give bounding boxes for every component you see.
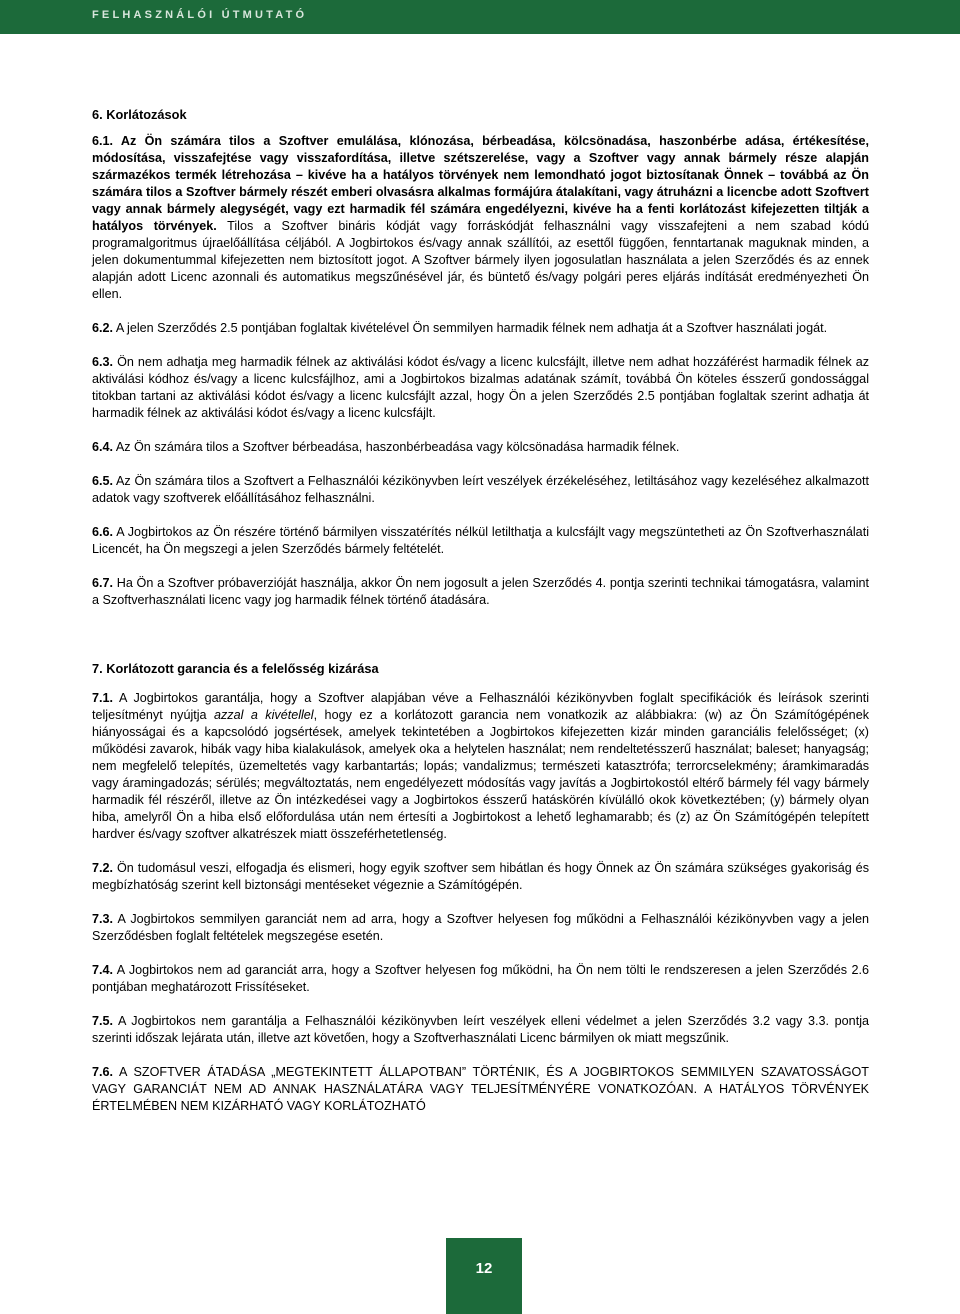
section-6-heading: 6. Korlátozások xyxy=(92,107,187,122)
paragraph-text: Az Ön számára tilos a Szoftver bérbeadása, haszonbérbeadása vagy kölcsönadása harmadik félnek. xyxy=(113,440,680,454)
page-number: 12 xyxy=(475,1260,493,1277)
paragraph-number: 7.2. xyxy=(92,861,114,875)
paragraph-number: 6.5. xyxy=(92,474,114,488)
paragraph-7-2 xyxy=(92,860,869,894)
paragraph-bold-text: Az Ön számára tilos a Szoftver emulálása, klónozása, bérbeadása, kölcsönadása, haszonbérbe adása, értékesítése, módosítása, visszafejtése vagy visszafordítása, illetve szétszerelése, vagy a Szoftver vagy annak bármely része alapján származékos termék létrehozása – kivéve ha a hatályos törvények nem lemondható jogot biztosítanak Önnek – továbbá az Ön számára tilos a Szoftver bármely részét emberi olvasásra alkalmas formájúra átalakítani, vagy átruházni a licencbe adott Szoftvert vagy annak bármely alegységét, vagy ezt harmadik fél számára engedélyezni, kivéve ha a fenti korlátozást kifejezetten tiltják a hatályos törvények. xyxy=(92,134,869,233)
paragraph-7-6 xyxy=(92,1064,869,1115)
paragraph-number: 7.5. xyxy=(92,1014,114,1028)
section-spacer xyxy=(92,643,869,660)
paragraph-number: 6.4. xyxy=(92,440,114,454)
paragraph-text: A Jogbirtokos garantálja, hogy a Szoftver alapjában véve a Felhasználói kézikönyvben foglalt specifikációk és leírások szerinti teljesítményt nyújtja xyxy=(92,691,869,722)
paragraph-number: 6.3. xyxy=(92,355,114,369)
paragraph-7-5 xyxy=(92,1013,869,1047)
paragraph-6-1 xyxy=(92,133,869,303)
page-content xyxy=(92,106,869,1115)
section-spacer xyxy=(92,609,869,643)
paragraph-number: 6.6. xyxy=(92,525,114,539)
paragraph-text: Az Ön számára tilos a Szoftvert a Felhasználói kézikönyvben leírt veszélyek érzékeléséhez, letiltásához vagy kezeléséhez alkalmazott adatok vagy szoftverek előállításához felhasználni. xyxy=(92,474,869,505)
paragraph-number: 7.6. xyxy=(92,1065,114,1079)
paragraph-number: 7.4. xyxy=(92,963,114,977)
paragraph-number: 6.2. xyxy=(92,321,114,335)
paragraph-text: A jelen Szerződés 2.5 pontjában foglaltak kivételével Ön semmilyen harmadik félnek nem adhatja át a Szoftver használati jogát. xyxy=(113,321,828,335)
paragraph-text: A Jogbirtokos nem garantálja a Felhasználói kézikönyvben leírt veszélyek elleni védelmet a jelen Szerződés 3.2 vagy 3.3. pontja szerinti időszak lejárata után, illetve azt követően, hogy a Szoftverhasználati Licenc bármilyen ok miatt megszűnik. xyxy=(92,1014,869,1045)
document-title: FELHASZNÁLÓI ÚTMUTATÓ xyxy=(92,9,308,21)
paragraph-6-4 xyxy=(92,439,869,456)
paragraph-text: Tilos a Szoftver bináris kódját vagy forráskódját felhasználni vagy visszafejteni a nem szabad kódú programalgoritmus újraelőállítása céljából. A Jogbirtokos és/vagy annak szállítói, az esettől függően, fenntartanak maguknak minden, a jelen dokumentummal kifejezetten nem biztosított jogot. A Szoftver bármely ilyen jogosulatlan használata a jelen Szerződés és az ennek alapján adott Licenc azonnali és automatikus megszűnésével jár, és büntető és/vagy polgári peres eljárás indítását eredményezheti Ön ellen. xyxy=(92,219,869,301)
paragraph-text: A Jogbirtokos semmilyen garanciát nem ad arra, hogy a Szoftver helyesen fog működni a Felhasználói kézikönyvben vagy a jelen Szerződésben foglalt feltételek megszegése esetén. xyxy=(92,912,869,943)
paragraph-6-6 xyxy=(92,524,869,558)
section-7-heading: 7. Korlátozott garancia és a felelősség kizárása xyxy=(92,661,379,676)
paragraph-text: A Jogbirtokos az Ön részére történő bármilyen visszatérítés nélkül letilthatja a kulcsfájlt vagy megszüntetheti az Ön Szoftverhasználati Licencét, ha Ön megszegi a jelen Szerződés bármely feltételét. xyxy=(92,525,869,556)
paragraph-7-4 xyxy=(92,962,869,996)
paragraph-text: A Jogbirtokos nem ad garanciát arra, hogy a Szoftver helyesen fog működni, ha Ön nem tölti le rendszeresen a jelen Szerződés 2.6 pontjában meghatározott Frissítéseket. xyxy=(92,963,869,994)
paragraph-7-3 xyxy=(92,911,869,945)
paragraph-7-1 xyxy=(92,690,869,843)
paragraph-number: 7.1. xyxy=(92,691,114,705)
paragraph-text: Ön nem adhatja meg harmadik félnek az aktiválási kódot és/vagy a licenc kulcsfájlt, illetve nem adhat hozzáférést harmadik félnek az aktiválási kódhoz és/vagy a licenc kulcsfájlhoz, ami a Jogbirtokos bizalmas adatának számít, továbbá Ön köteles ésszerű gondossággal titokban tartani az aktiválási kódot és/vagy a licenc kulcsfájlt azzal, hogy Ön a jelen Szerződés 2.5 pontjában foglaltak szerint adhatja át harmadik félnek az aktiválási kódot és/vagy a licenc kulcsfájlt. xyxy=(92,355,869,420)
paragraph-italic-text: azzal a kivétellel xyxy=(214,708,314,722)
paragraph-text: A SZOFTVER ÁTADÁSA „MEGTEKINTETT ÁLLAPOTBAN” TÖRTÉNIK, ÉS A JOGBIRTOKOS SEMMILYEN SZAVATOSSÁGOT VAGY GARANCIÁT NEM AD ANNAK HASZNÁLATÁRA VAGY TELJESÍTMÉNYÉRE VONATKOZÓAN. A HATÁLYOS TÖRVÉNYEK ÉRTELMÉBEN NEM KIZÁRHATÓ VAGY KORLÁTOZHATÓ xyxy=(92,1065,869,1113)
paragraph-text: , hogy ez a korlátozott garancia nem vonatkozik az alábbiakra: (w) az Ön Számítógépének hiányosságai és a kapcsolódó jogsértések, amelyek tekintetében a Jogbirtokos kifejezetten kizár minden garanciális felelősséget; (x) működési zavarok, hibák vagy hiba kialakulások, amelyek oka a helytelen használat; nem rendeltetésszerű használat; baleset; hanyagság; nem megfelelő telepítés, üzemeltetés vagy karbantartás; lopás; vandalizmus; természeti katasztrófa; terrorcselekmény; áramkimaradás vagy áramingadozás; sérülés; megváltoztatás, nem engedélyezett módosítás vagy javítás a Jogbirtokostól eltérő bármely fél vagy bármely harmadik fél részéről, illetve az Ön intézkedései vagy a Jogbirtokos ésszerű hatáskörén kívülálló okok következtében; (y) bármely olyan hiba, amelyről Ön a hiba első előfordulása után nem értesíti a Jogbirtokost a lehető leghamarabb; és (z) az Ön Számítógépén telepített hardver és/vagy szoftver alkatrészek miatt összeférhetetlenség. xyxy=(92,708,869,841)
paragraph-number: 7.3. xyxy=(92,912,114,926)
paragraph-number: 6.7. xyxy=(92,576,114,590)
paragraph-6-7 xyxy=(92,575,869,609)
paragraph-text: Ha Ön a Szoftver próbaverzióját használja, akkor Ön nem jogosult a jelen Szerződés 4. pontja szerinti technikai támogatásra, valamint a Szoftverhasználati licenc vagy jog harmadik félnek történő átadására. xyxy=(92,576,869,607)
header-bar xyxy=(0,0,960,34)
paragraph-number: 6.1. xyxy=(92,134,114,148)
paragraph-6-3 xyxy=(92,354,869,422)
paragraph-6-5 xyxy=(92,473,869,507)
paragraph-6-2 xyxy=(92,320,869,337)
page-number-box xyxy=(446,1238,522,1314)
paragraph-text: Ön tudomásul veszi, elfogadja és elismeri, hogy egyik szoftver sem hibátlan és hogy Önnek az Ön számára szükséges gyakoriság és megbízhatóság szerint kell biztonsági mentéseket végeznie a Számítógépén. xyxy=(92,861,869,892)
